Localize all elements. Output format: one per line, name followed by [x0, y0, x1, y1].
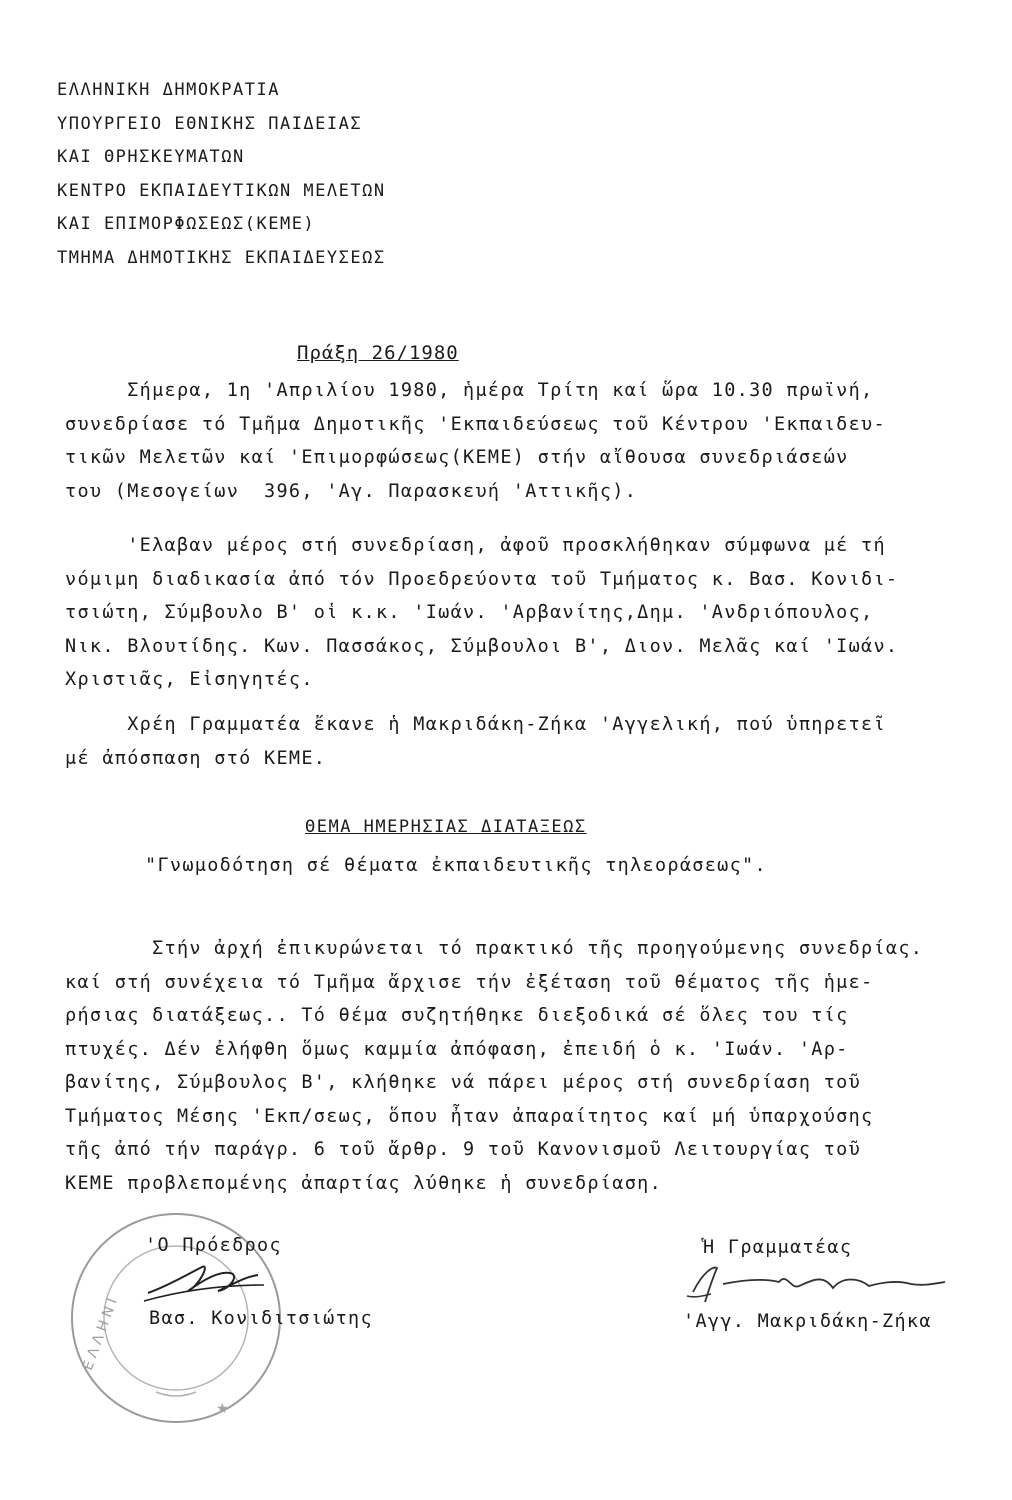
- text-line: Νικ. Βλουτίδης. Κων. Πασσάκος, Σύμβουλοι Β', Διον. Μελᾶς καί 'Ιωάν.: [65, 635, 899, 657]
- letterhead: [57, 74, 386, 275]
- secretary-name: 'Αγγ. Μακριδάκη-Ζήκα: [683, 1311, 932, 1332]
- secretary-signature: [683, 1262, 953, 1307]
- agenda-subject: "Γνωμοδότηση σέ θέματα ἐκπαιδευτικῆς τηλεοράσεως".: [145, 855, 767, 876]
- text-line: Τμήματος Μέσης 'Εκπ/σεως, ὅπου ἦταν ἀπαραίτητος καί μή ὑπαρχούσης: [65, 1105, 874, 1127]
- text-line: ρήσιας διατάξεως.. Τό θέμα συζητήθηκε διεξοδικά σέ ὅλες του τίς: [65, 1005, 849, 1026]
- president-role: 'Ο Πρόεδρος: [145, 1235, 282, 1256]
- text-line: νόμιμη διαδικασία ἀπό τόν Προεδρεύοντα τοῦ Τμήματος κ. Βασ. Κονιδι-: [65, 568, 899, 590]
- text-line: τσιώτη, Σύμβουλο Β' οἱ κ.κ. 'Ιωάν. 'Αρβανίτης,Δημ. 'Ανδριόπουλος,: [65, 602, 874, 623]
- president-signature: [140, 1255, 270, 1310]
- text-line: Χριστιᾶς, Εἰσηγητές.: [65, 669, 314, 690]
- text-line: ΚΕΜΕ προβλεπομένης ἀπαρτίας λύθηκε ἡ συνεδρίαση.: [65, 1172, 663, 1194]
- text-line: Χρέη Γραμματέα ἔκανε ἡ Μακριδάκη-Ζήκα 'Αγγελική, πού ὑπηρετεῖ: [65, 714, 886, 735]
- text-line: τικῶν Μελετῶν καί 'Επιμορφώσεως(ΚΕΜΕ) στήν αἴθουσα συνεδριάσεών: [65, 447, 849, 468]
- text-line: καί στή συνέχεια τό Τμῆμα ἄρχισε τήν ἐξέταση τοῦ θέματος τῆς ἡμε-: [65, 971, 874, 993]
- paragraph-secretary: [65, 708, 955, 775]
- text-line: μέ ἀπόσπαση στό ΚΕΜΕ.: [65, 747, 327, 769]
- text-line: Σήμερα, 1η 'Απριλίου 1980, ἡμέρα Τρίτη καί ὥρα 10.30 πρωϊνή,: [65, 380, 874, 401]
- president-name: Βασ. Κονιδιτσιώτης: [149, 1308, 373, 1329]
- text-line: Στήν ἀρχή ἐπικυρώνεται τό πρακτικό τῆς προηγούμενης συνεδρίας.: [65, 938, 924, 959]
- secretary-role: Ἡ Γραμματέας: [703, 1237, 853, 1258]
- letterhead-line: ΕΛΛΗΝΙΚΗ ΔΗΜΟΚΡΑΤΙΑ: [57, 80, 280, 100]
- letterhead-line: ΚΑΙ ΕΠΙΜΟΡΦΩΣΕΩΣ(ΚΕΜΕ): [57, 214, 316, 234]
- svg-text:Ε Λ Λ Η Ν Ι: Ε Λ Λ Η Ν Ι: [79, 1296, 121, 1373]
- letterhead-line: ΥΠΟΥΡΓΕΙΟ ΕΘΝΙΚΗΣ ΠΑΙΔΕΙΑΣ: [57, 113, 363, 134]
- text-line: του (Μεσογείων 396, 'Αγ. Παρασκευή 'Αττικῆς).: [65, 480, 638, 502]
- letterhead-line: ΤΜΗΜΑ ΔΗΜΟΤΙΚΗΣ ΕΚΠΑΙΔΕΥΣΕΩΣ: [57, 247, 386, 268]
- paragraph-proceedings: [65, 932, 955, 1200]
- text-line: 'Ελαβαν μέρος στή συνεδρίαση, ἀφοῦ προσκλήθηκαν σύμφωνα μέ τή: [65, 535, 886, 556]
- text-line: βανίτης, Σύμβουλος Β', κλήθηκε νά πάρει μέρος στή συνεδρίαση τοῦ: [65, 1072, 862, 1093]
- text-line: πτυχές. Δέν ἐλήφθη ὅμως καμμία ἀπόφαση, ἐπειδή ὁ κ. 'Ιωάν. 'Αρ-: [65, 1038, 849, 1060]
- letterhead-line: ΚΕΝΤΡΟ ΕΚΠΑΙΔΕΥΤΙΚΩΝ ΜΕΛΕΤΩΝ: [57, 180, 386, 201]
- paragraph-participants: [65, 529, 955, 697]
- svg-text:★: ★: [216, 1401, 229, 1417]
- letterhead-line: ΚΑΙ ΘΡΗΣΚΕΥΜΑΤΩΝ: [57, 147, 245, 167]
- act-title: Πράξη 26/1980: [297, 342, 459, 364]
- text-line: τῆς ἀπό τήν παράγρ. 6 τοῦ ἄρθρ. 9 τοῦ Κανονισμοῦ Λειτουργίας τοῦ: [65, 1139, 862, 1160]
- paragraph-meeting-info: [65, 374, 955, 508]
- text-line: συνεδρίασε τό Τμῆμα Δημοτικῆς 'Εκπαιδεύσεως τοῦ Κέντρου 'Εκπαιδευ-: [65, 413, 886, 435]
- agenda-title: ΘΕΜΑ ΗΜΕΡΗΣΙΑΣ ΔΙΑΤΑΞΕΩΣ: [305, 817, 587, 837]
